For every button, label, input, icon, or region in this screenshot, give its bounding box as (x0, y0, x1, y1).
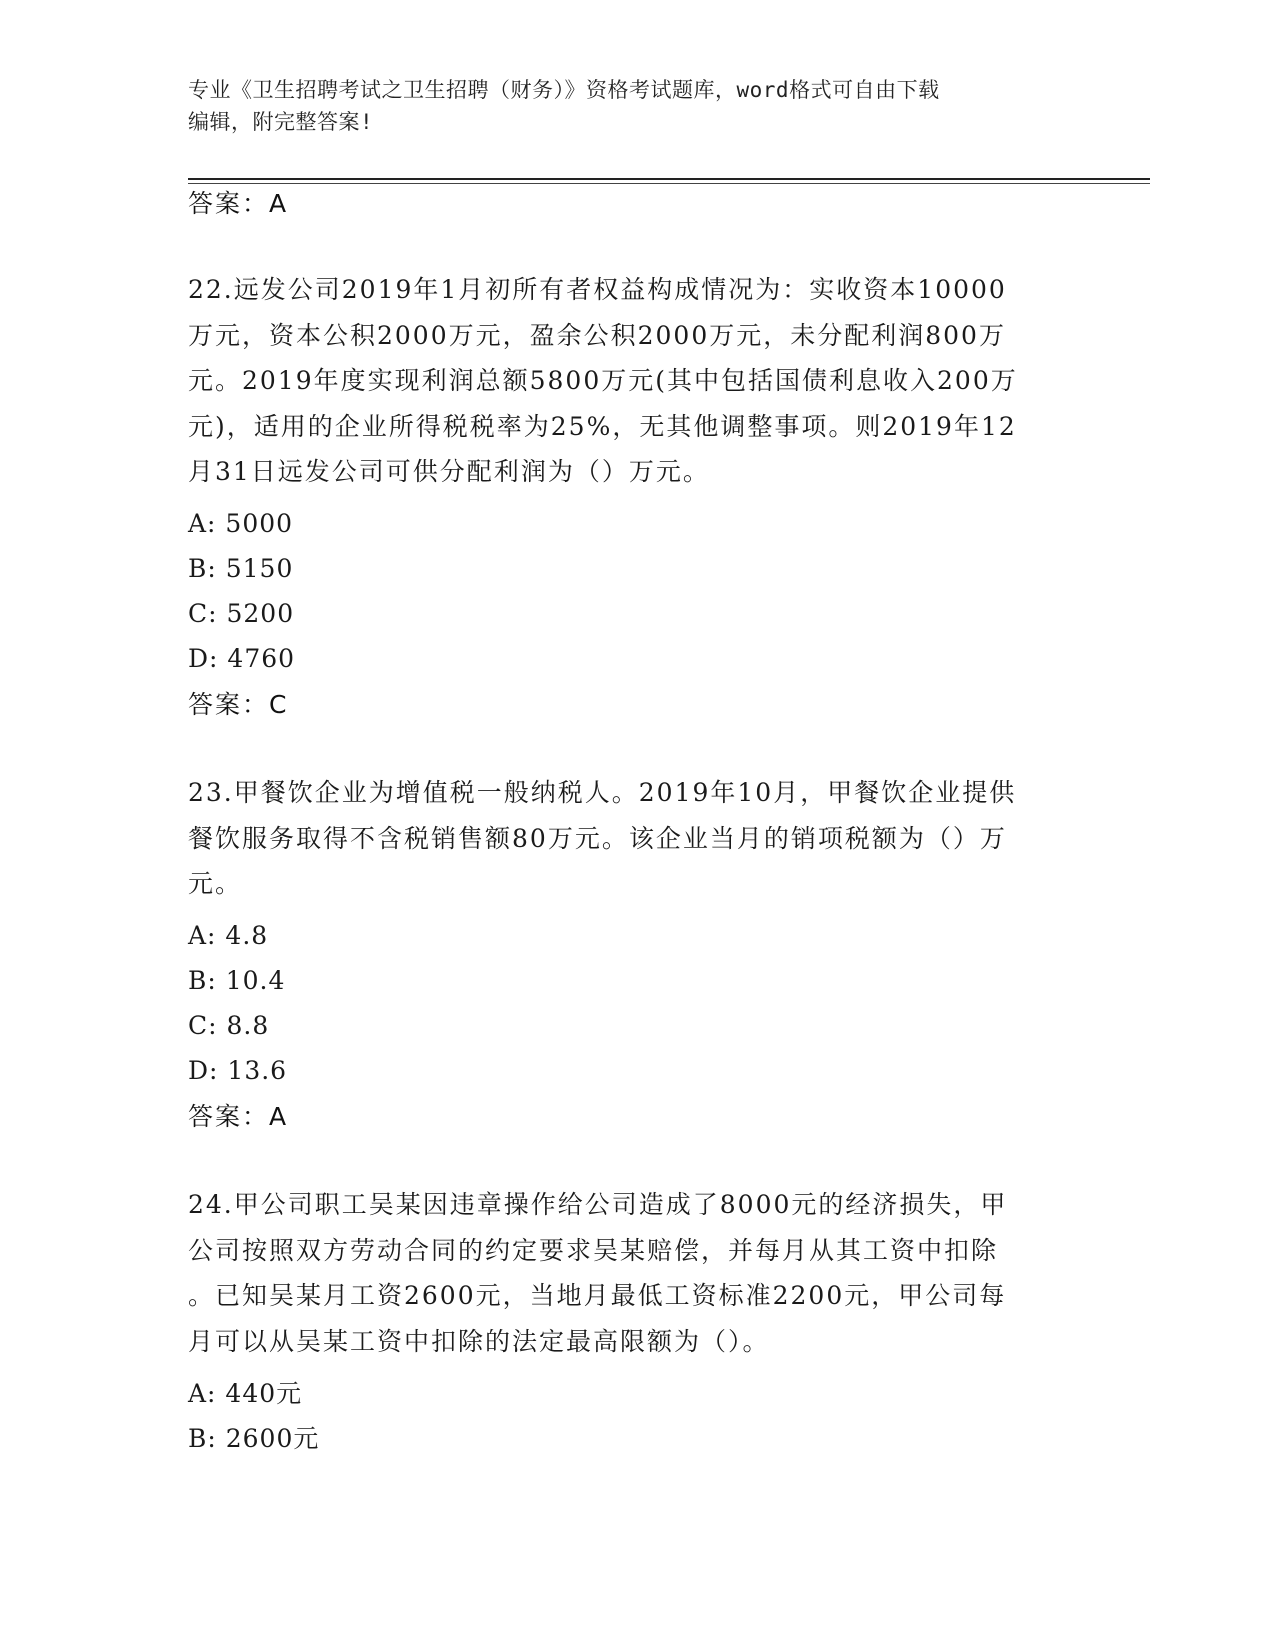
question-text-line: 公司按照双方劳动合同的约定要求吴某赔偿，并每月从其工资中扣除 (188, 1235, 999, 1265)
option-c: C: 5200 (188, 599, 295, 628)
answer-line: 答案：A (188, 1102, 289, 1131)
header-line-1: 专业《卫生招聘考试之卫生招聘（财务）》资格考试题库，word格式可自由下载 (188, 78, 940, 102)
option-c: C: 8.8 (188, 1011, 270, 1040)
option-b: B: 2600元 (188, 1424, 320, 1453)
option-d: D: 13.6 (188, 1056, 288, 1085)
question-text-line: 22.远发公司2019年1月初所有者权益构成情况为：实收资本10000 (188, 275, 1007, 304)
question-text-line: 24.甲公司职工吴某因违章操作给公司造成了8000元的经济损失，甲 (188, 1190, 1008, 1219)
question-text-line: 月可以从吴某工资中扣除的法定最高限额为（）。 (188, 1326, 770, 1356)
question-23 (188, 770, 1068, 907)
question-text-line: 餐饮服务取得不含税销售额80万元。该企业当月的销项税额为（）万 (188, 823, 1007, 853)
header-divider (188, 178, 1150, 180)
question-text-line: 元。2019年度实现利润总额5800万元(其中包括国债利息收入200万 (188, 366, 1018, 395)
question-text-line: 万元，资本公积2000万元，盈余公积2000万元，未分配利润800万 (188, 320, 1006, 350)
question-text-line: 元)，适用的企业所得税税率为25%，无其他调整事项。则2019年12 (188, 411, 1017, 441)
header-line-2: 编辑，附完整答案! (188, 110, 374, 134)
question-text-line: 。已知吴某月工资2600元，当地月最低工资标准2200元，甲公司每 (188, 1281, 1007, 1310)
option-b: B: 10.4 (188, 966, 286, 995)
question-22 (188, 267, 1068, 495)
option-a: A: 440元 (188, 1379, 303, 1408)
option-a: A: 4.8 (188, 921, 269, 950)
option-a: A: 5000 (188, 509, 294, 538)
answer-line: 答案：A (188, 189, 289, 218)
question-text-line: 月31日远发公司可供分配利润为（）万元。 (188, 457, 710, 486)
question-text-line: 元。 (188, 869, 243, 898)
answer-line: 答案：C (188, 690, 289, 719)
option-d: D: 4760 (188, 644, 296, 673)
question-text-line: 23.甲餐饮企业为增值税一般纳税人。2019年10月，甲餐饮企业提供 (188, 778, 1017, 807)
page-header (188, 74, 1068, 138)
header-divider-thin (188, 183, 1150, 184)
question-24 (188, 1182, 1068, 1364)
option-b: B: 5150 (188, 554, 294, 583)
